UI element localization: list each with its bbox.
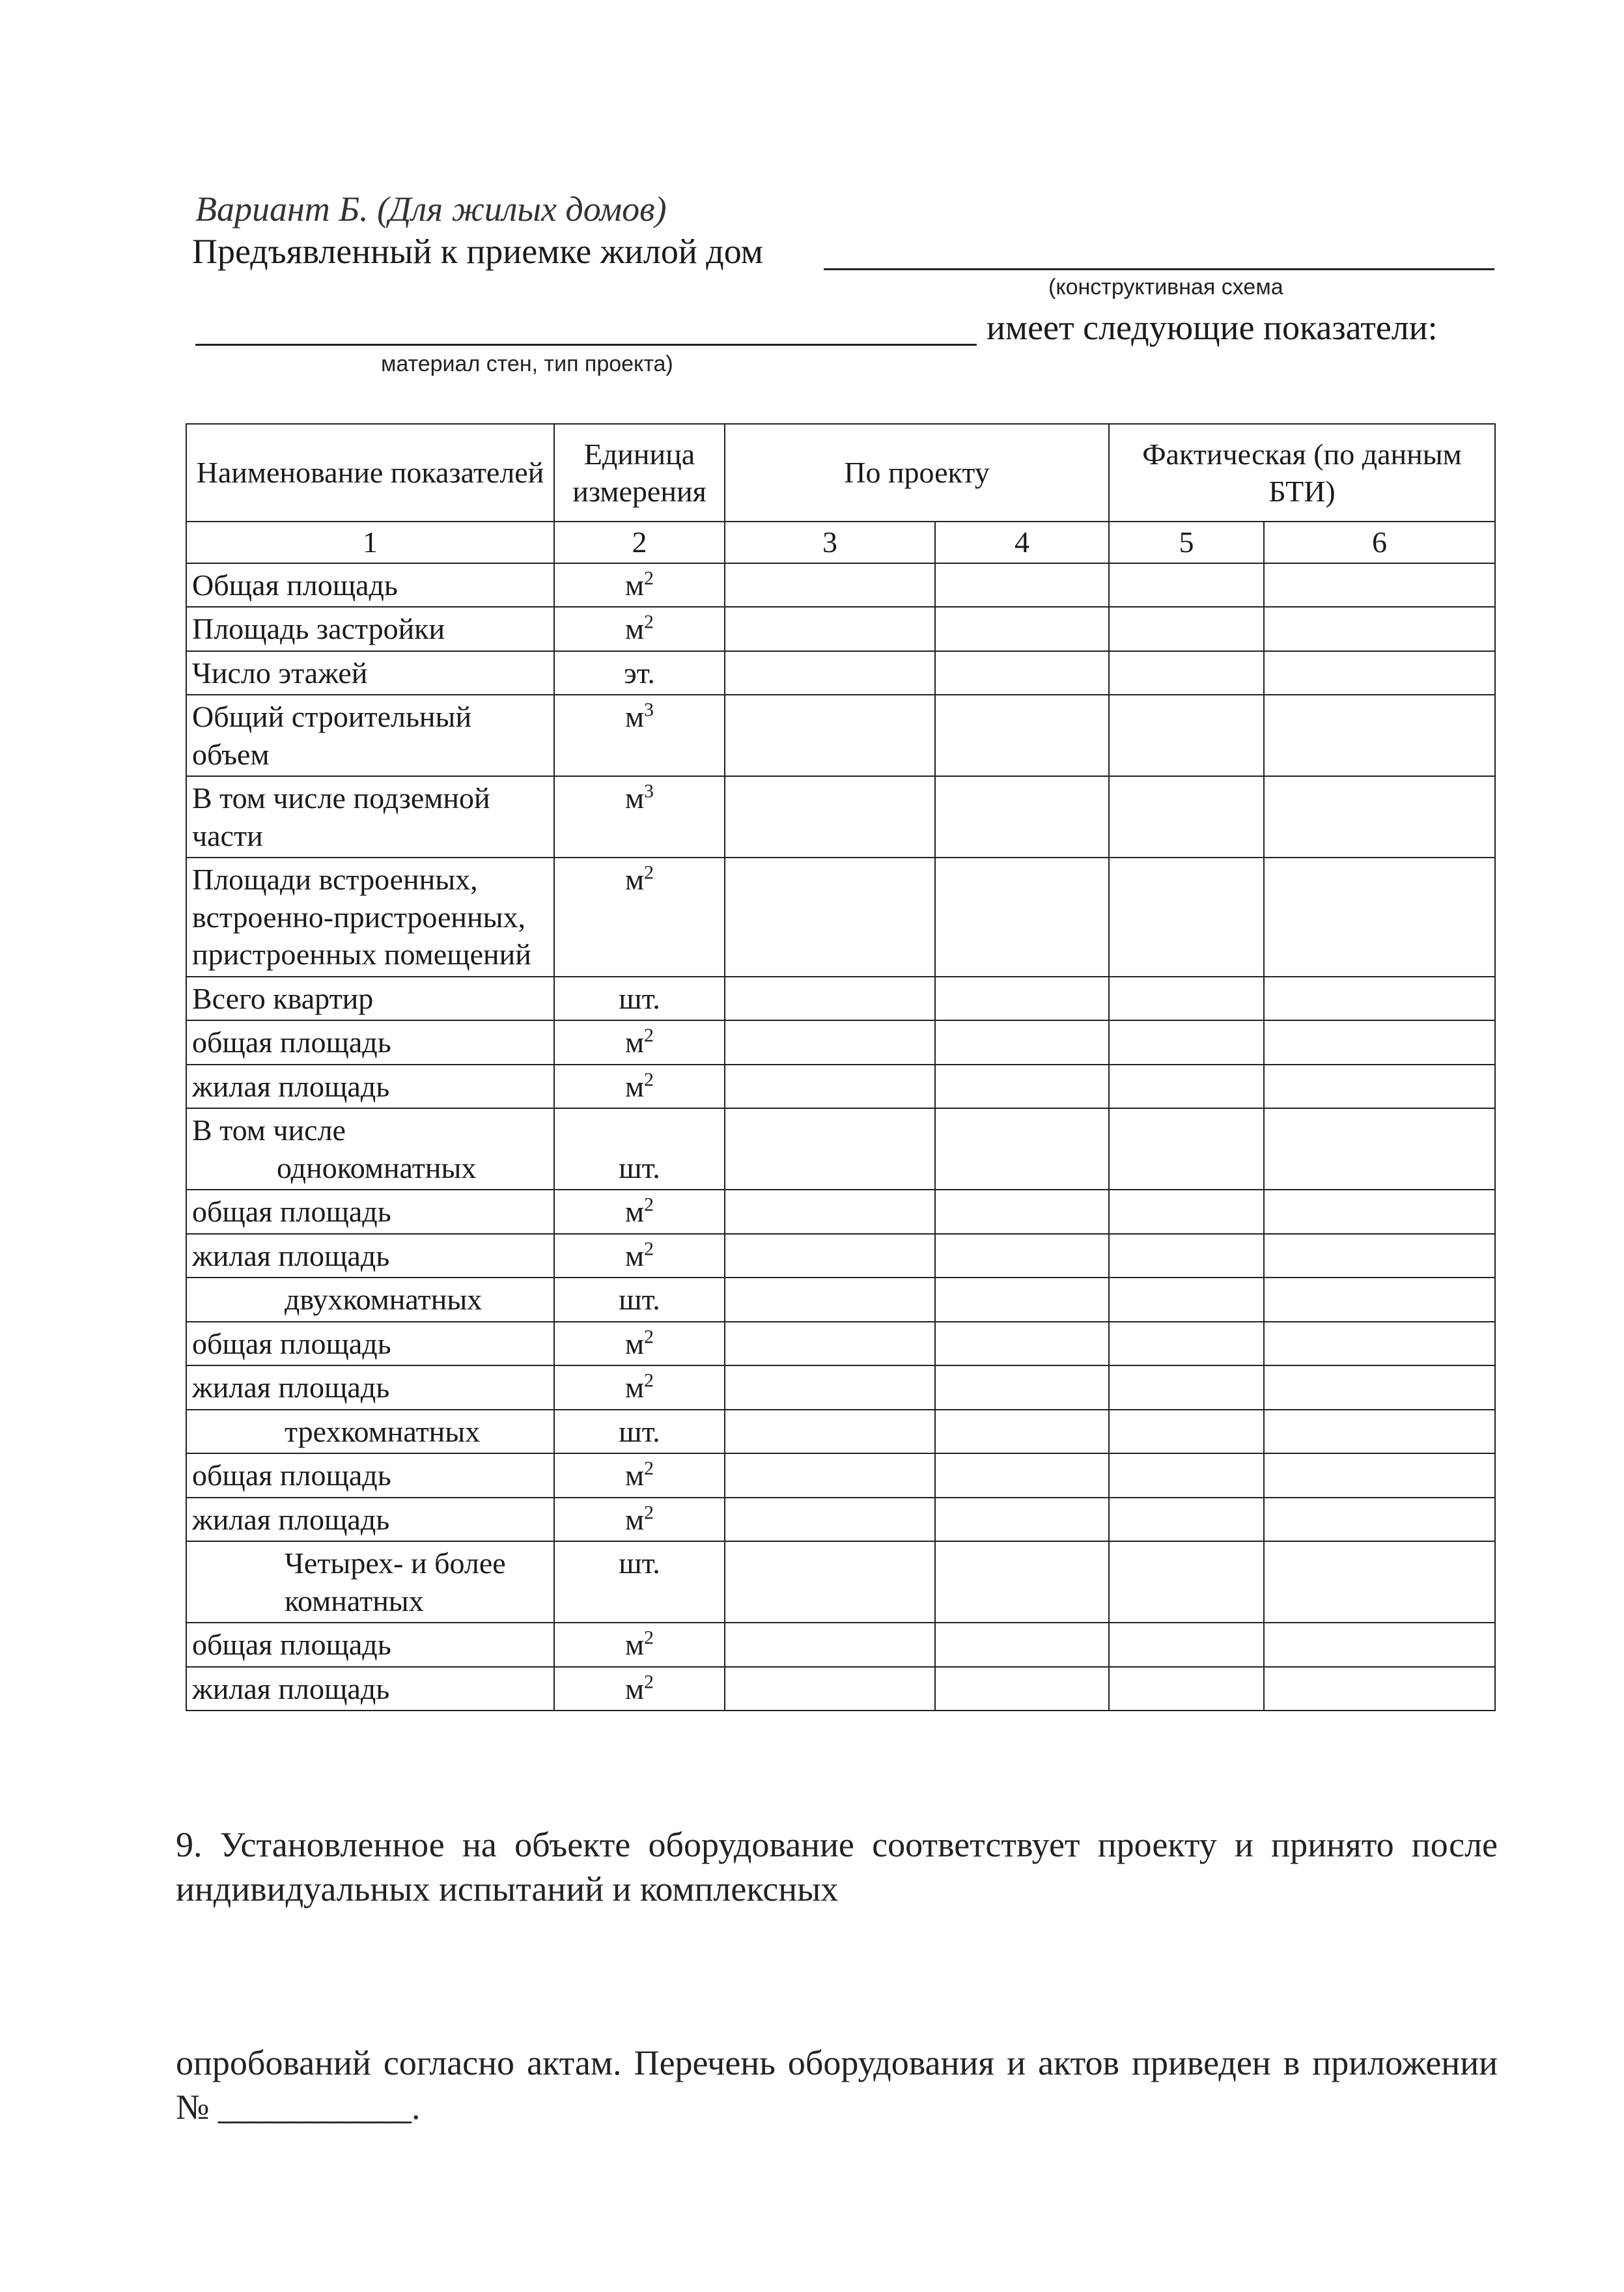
value-cell[interactable] <box>1109 776 1264 858</box>
paragraph-9: 9. Установленное на объекте оборудование соответствует проекту и принято после индивидуальных испытаний и комплексных <box>176 1825 1498 1908</box>
table-row <box>186 1667 1495 1711</box>
unit-text: м <box>624 1195 645 1228</box>
unit-exponent: 2 <box>644 1326 654 1348</box>
table-row <box>186 1278 1495 1322</box>
value-cell[interactable] <box>935 1410 1109 1454</box>
col-num: 4 <box>935 522 1109 563</box>
indicator-name: общая площадь <box>186 1322 554 1366</box>
unit-text: м <box>624 1069 645 1103</box>
unit-cell <box>554 1365 725 1410</box>
value-cell[interactable] <box>1109 1190 1264 1234</box>
unit-cell <box>554 977 725 1021</box>
value-cell[interactable] <box>1264 1322 1495 1366</box>
value-cell[interactable] <box>725 651 935 695</box>
unit-text: м <box>624 1459 645 1492</box>
value-cell[interactable] <box>1264 1365 1495 1410</box>
value-cell[interactable] <box>725 1541 935 1623</box>
continuation-text: опробований согласно актам. Перечень оборудования и актов приведен в приложении № <box>176 2043 1498 2127</box>
value-cell[interactable] <box>725 776 935 858</box>
value-cell[interactable] <box>935 607 1109 651</box>
unit-cell <box>554 1410 725 1454</box>
hint-wall-material: материал стен, тип проекта) <box>381 352 673 376</box>
unit-cell <box>554 1065 725 1109</box>
unit-exponent: 2 <box>644 1502 654 1524</box>
value-cell[interactable] <box>935 1623 1109 1667</box>
unit-exponent: 2 <box>644 1457 654 1479</box>
value-cell[interactable] <box>935 1278 1109 1322</box>
unit-text: м <box>624 1371 645 1404</box>
unit-cell <box>554 858 725 977</box>
value-cell[interactable] <box>935 1365 1109 1410</box>
unit-cell <box>554 1234 725 1278</box>
value-cell[interactable] <box>935 1322 1109 1366</box>
col-num: 6 <box>1264 522 1495 563</box>
value-cell[interactable] <box>1109 607 1264 651</box>
value-cell[interactable] <box>725 607 935 651</box>
unit-cell <box>554 1278 725 1322</box>
value-cell[interactable] <box>725 858 935 977</box>
value-cell[interactable] <box>1109 1667 1264 1711</box>
indicator-name: жилая площадь <box>186 1234 554 1278</box>
value-cell[interactable] <box>935 1065 1109 1109</box>
unit-exponent: 2 <box>644 1369 654 1391</box>
unit-exponent: 2 <box>644 567 654 589</box>
value-cell[interactable] <box>725 1190 935 1234</box>
unit-exponent: 2 <box>644 861 654 884</box>
indicators-table <box>186 423 1496 1711</box>
unit-text: м <box>624 781 645 815</box>
unit-text: м <box>624 1326 645 1360</box>
unit-text: шт. <box>619 1151 660 1184</box>
indicator-name: Число этажей <box>186 651 554 695</box>
unit-cell <box>554 1190 725 1234</box>
value-cell[interactable] <box>935 1234 1109 1278</box>
value-cell[interactable] <box>1109 1623 1264 1667</box>
unit-exponent: 2 <box>644 1024 654 1046</box>
value-cell[interactable] <box>935 858 1109 977</box>
indicator-name: жилая площадь <box>186 1365 554 1410</box>
value-cell[interactable] <box>1109 1065 1264 1109</box>
unit-exponent: 2 <box>644 1194 654 1216</box>
value-cell[interactable] <box>725 1108 935 1190</box>
unit-text: м <box>624 1238 645 1272</box>
value-cell[interactable] <box>1264 1234 1495 1278</box>
unit-cell <box>554 1020 725 1065</box>
unit-exponent: 3 <box>644 699 654 721</box>
table-row <box>186 1453 1495 1498</box>
value-cell[interactable] <box>1109 1108 1264 1190</box>
table-row <box>186 563 1495 608</box>
unit-text: м <box>624 1671 645 1705</box>
value-cell[interactable] <box>1264 563 1495 608</box>
variant-title: Вариант Б. (Для жилых домов) <box>195 189 667 229</box>
indicator-name: двухкомнатных <box>186 1278 554 1322</box>
col-num: 3 <box>725 522 935 563</box>
table-row <box>186 1234 1495 1278</box>
table-row <box>186 651 1495 695</box>
value-cell[interactable] <box>1264 1278 1495 1322</box>
unit-text: м <box>624 612 645 645</box>
unit-text: м <box>624 863 645 896</box>
value-cell[interactable] <box>1264 1498 1495 1542</box>
unit-exponent: 2 <box>644 611 654 633</box>
value-cell[interactable] <box>1109 1234 1264 1278</box>
indicator-name: Общий строительный объем <box>186 695 554 776</box>
value-cell[interactable] <box>725 1667 935 1711</box>
table-row <box>186 1108 1495 1190</box>
unit-text: шт. <box>619 1414 660 1448</box>
unit-exponent: 2 <box>644 1627 654 1649</box>
value-cell[interactable] <box>1109 1322 1264 1366</box>
table-row <box>186 858 1495 977</box>
table-row <box>186 1065 1495 1109</box>
value-cell[interactable] <box>935 1667 1109 1711</box>
unit-cell <box>554 1453 725 1498</box>
indicator-name: Всего квартир <box>186 977 554 1021</box>
indicators-line: имеет следующие показатели: <box>987 308 1438 347</box>
indicator-name: жилая площадь <box>186 1065 554 1109</box>
table-row <box>186 1020 1495 1065</box>
col-num: 2 <box>554 522 725 563</box>
unit-text: м <box>624 700 645 733</box>
value-cell[interactable] <box>725 1410 935 1454</box>
value-cell[interactable] <box>725 563 935 608</box>
unit-cell <box>554 695 725 776</box>
table-row <box>186 607 1495 651</box>
unit-exponent: 2 <box>644 1238 654 1260</box>
indicator-name-line: В том числе <box>192 1113 346 1147</box>
table-row <box>186 695 1495 776</box>
blank-line-2[interactable] <box>195 344 977 346</box>
value-cell[interactable] <box>935 1453 1109 1498</box>
unit-cell <box>554 1623 725 1667</box>
value-cell[interactable] <box>1264 776 1495 858</box>
unit-cell <box>554 776 725 858</box>
value-cell[interactable] <box>1264 1065 1495 1109</box>
indicator-name: общая площадь <box>186 1190 554 1234</box>
table-row <box>186 977 1495 1021</box>
value-cell[interactable] <box>1264 651 1495 695</box>
value-cell[interactable] <box>935 695 1109 776</box>
value-cell[interactable] <box>935 651 1109 695</box>
value-cell[interactable] <box>725 695 935 776</box>
value-cell[interactable] <box>725 1623 935 1667</box>
indicator-name: Площади встроенных, встроенно-пристроенных, пристроенных помещений <box>186 858 554 977</box>
hint-constructive-scheme: (конструктивная схема <box>1048 275 1283 300</box>
table-row <box>186 1190 1495 1234</box>
value-cell[interactable] <box>1109 695 1264 776</box>
table-row <box>186 1541 1495 1623</box>
indicator-name: жилая площадь <box>186 1498 554 1542</box>
header-actual-bti: Фактическая (по данным БТИ) <box>1109 424 1495 522</box>
value-cell[interactable] <box>725 1322 935 1366</box>
value-cell[interactable] <box>1264 1108 1495 1190</box>
value-cell[interactable] <box>1264 1541 1495 1623</box>
unit-exponent: 3 <box>644 780 654 802</box>
unit-cell <box>554 1322 725 1366</box>
table-row <box>186 1623 1495 1667</box>
unit-text: шт. <box>619 981 660 1015</box>
column-number-row <box>186 522 1495 563</box>
unit-text: м <box>624 568 645 602</box>
table-row <box>186 1410 1495 1454</box>
value-cell[interactable] <box>1109 1365 1264 1410</box>
header-unit: Единица измерения <box>554 424 725 522</box>
indicator-name: общая площадь <box>186 1623 554 1667</box>
table-row <box>186 1322 1495 1366</box>
unit-cell <box>554 1667 725 1711</box>
indicator-name: Четырех- и более комнатных <box>186 1541 554 1623</box>
paragraph-continuation <box>176 2041 1498 2129</box>
value-cell[interactable] <box>725 1365 935 1410</box>
value-cell[interactable] <box>1264 1020 1495 1065</box>
value-cell[interactable] <box>725 1020 935 1065</box>
unit-cell <box>554 1498 725 1542</box>
unit-text: м <box>624 1502 645 1536</box>
unit-text: м <box>624 1026 645 1059</box>
header-indicator-name: Наименование показателей <box>186 424 554 522</box>
indicator-name: В том числе подземной части <box>186 776 554 858</box>
value-cell[interactable] <box>935 563 1109 608</box>
indicator-name: трехкомнатных <box>186 1410 554 1454</box>
table-row <box>186 776 1495 858</box>
value-cell[interactable] <box>725 1498 935 1542</box>
value-cell[interactable] <box>935 1020 1109 1065</box>
value-cell[interactable] <box>935 1498 1109 1542</box>
indicator-name-line: однокомнатных <box>277 1151 477 1184</box>
unit-text: шт. <box>619 1546 660 1580</box>
value-cell[interactable] <box>1109 563 1264 608</box>
value-cell[interactable] <box>725 1453 935 1498</box>
value-cell[interactable] <box>1109 1498 1264 1542</box>
unit-text: эт. <box>624 656 655 690</box>
unit-exponent: 2 <box>644 1671 654 1693</box>
indicator-name <box>186 1108 554 1190</box>
value-cell[interactable] <box>935 1108 1109 1190</box>
value-cell[interactable] <box>1264 858 1495 977</box>
value-cell[interactable] <box>1264 607 1495 651</box>
value-cell[interactable] <box>1264 1623 1495 1667</box>
intro-line: Предъявленный к приемке жилой дом <box>192 232 763 271</box>
header-by-project: По проекту <box>725 424 1109 522</box>
value-cell[interactable] <box>1264 977 1495 1021</box>
unit-cell <box>554 1541 725 1623</box>
blank-line-1[interactable] <box>824 268 1494 270</box>
indicator-name: общая площадь <box>186 1020 554 1065</box>
table-header-row <box>186 424 1495 522</box>
value-cell[interactable] <box>1264 1453 1495 1498</box>
unit-text: шт. <box>619 1283 660 1316</box>
value-cell[interactable] <box>1109 1020 1264 1065</box>
col-num: 1 <box>186 522 554 563</box>
unit-cell <box>554 651 725 695</box>
unit-cell <box>554 563 725 608</box>
value-cell[interactable] <box>1109 977 1264 1021</box>
value-cell[interactable] <box>935 776 1109 858</box>
value-cell[interactable] <box>1264 1410 1495 1454</box>
value-cell[interactable] <box>1109 858 1264 977</box>
value-cell[interactable] <box>1109 651 1264 695</box>
unit-text: м <box>624 1628 645 1661</box>
value-cell[interactable] <box>1264 1190 1495 1234</box>
value-cell[interactable] <box>1109 1278 1264 1322</box>
table-row <box>186 1498 1495 1542</box>
indicator-name: общая площадь <box>186 1453 554 1498</box>
indicator-name: Общая площадь <box>186 563 554 608</box>
value-cell[interactable] <box>725 1065 935 1109</box>
unit-cell <box>554 1108 725 1190</box>
value-cell[interactable] <box>1264 695 1495 776</box>
value-cell[interactable] <box>1264 1667 1495 1711</box>
value-cell[interactable] <box>935 977 1109 1021</box>
value-cell[interactable] <box>935 1541 1109 1623</box>
value-cell[interactable] <box>725 977 935 1021</box>
indicator-name: Площадь застройки <box>186 607 554 651</box>
unit-exponent: 2 <box>644 1069 654 1091</box>
value-cell[interactable] <box>1109 1541 1264 1623</box>
col-num: 5 <box>1109 522 1264 563</box>
value-cell[interactable] <box>935 1190 1109 1234</box>
indicator-name: жилая площадь <box>186 1667 554 1711</box>
value-cell[interactable] <box>1109 1410 1264 1454</box>
table-row <box>186 1365 1495 1410</box>
appendix-number-blank[interactable]: ___________. <box>218 2087 421 2127</box>
value-cell[interactable] <box>725 1234 935 1278</box>
value-cell[interactable] <box>725 1278 935 1322</box>
value-cell[interactable] <box>1109 1453 1264 1498</box>
unit-cell <box>554 607 725 651</box>
